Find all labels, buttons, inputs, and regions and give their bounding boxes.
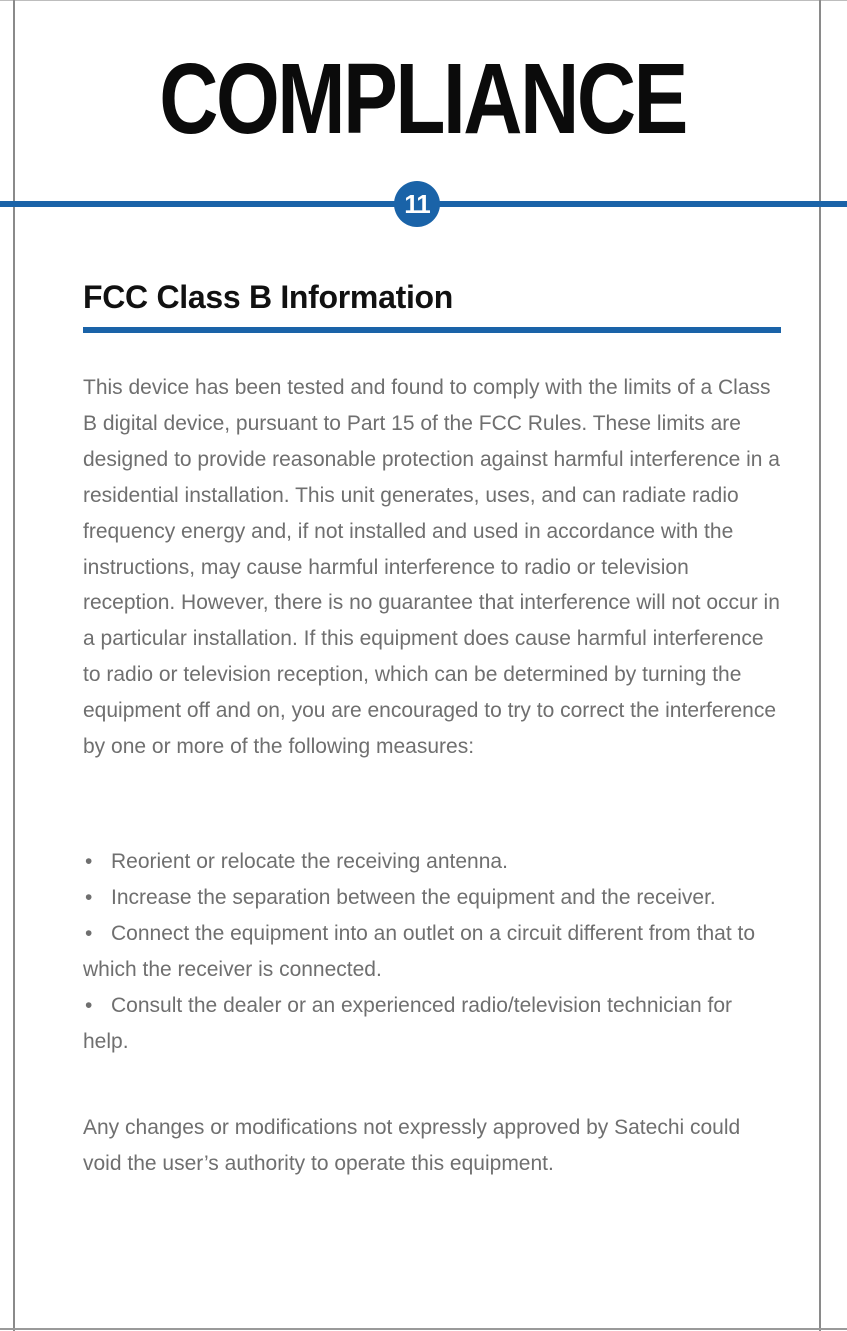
section-heading-rule bbox=[83, 327, 781, 333]
list-item-text: Consult the dealer or an experienced radio/television technician for help. bbox=[83, 993, 733, 1053]
list-item-text: Reorient or relocate the receiving antenna. bbox=[111, 850, 508, 873]
list-item-text: Connect the equipment into an outlet on a circuit different from that to which the receiver is connected. bbox=[83, 921, 755, 981]
list-item bbox=[83, 988, 783, 1060]
measures-list bbox=[83, 844, 783, 1059]
bullet-icon: • bbox=[85, 850, 93, 873]
fcc-paragraph-main: This device has been tested and found to comply with the limits of a Class B digital device, pursuant to Part 15 of the FCC Rules. These limits are designed to provide reasonable protection against harmful interference in a residential installation. This unit generates, uses, and can radiate radio frequency energy and, if not installed and used in accordance with the instructions, may cause harmful interference to radio or television reception. However, there is no guarantee that interference will not occur in a particular installation. If this equipment does cause harmful interference to radio or television reception, which can be determined by turning the equipment off and on, you are encouraged to try to correct the interference by one or more of the following measures: bbox=[83, 376, 780, 759]
page-left-edge bbox=[13, 0, 15, 1331]
page-title: COMPLIANCE bbox=[159, 43, 686, 155]
page-number-badge: 11 bbox=[394, 181, 440, 227]
page-top-edge bbox=[0, 0, 847, 1]
page-right-edge bbox=[819, 0, 821, 1331]
list-item-text: Increase the separation between the equipment and the receiver. bbox=[111, 885, 716, 909]
bullet-icon: • bbox=[85, 993, 93, 1017]
bullet-icon: • bbox=[85, 921, 93, 945]
list-item bbox=[83, 844, 783, 880]
list-item bbox=[83, 880, 783, 916]
list-item bbox=[83, 916, 783, 988]
page-bottom-edge bbox=[0, 1328, 847, 1330]
section-heading: FCC Class B Information bbox=[83, 279, 454, 315]
fcc-paragraph-modifications: Any changes or modifications not expressly approved by Satechi could void the user’s authority to operate this equipment. bbox=[83, 1116, 741, 1175]
bullet-icon: • bbox=[85, 885, 93, 909]
